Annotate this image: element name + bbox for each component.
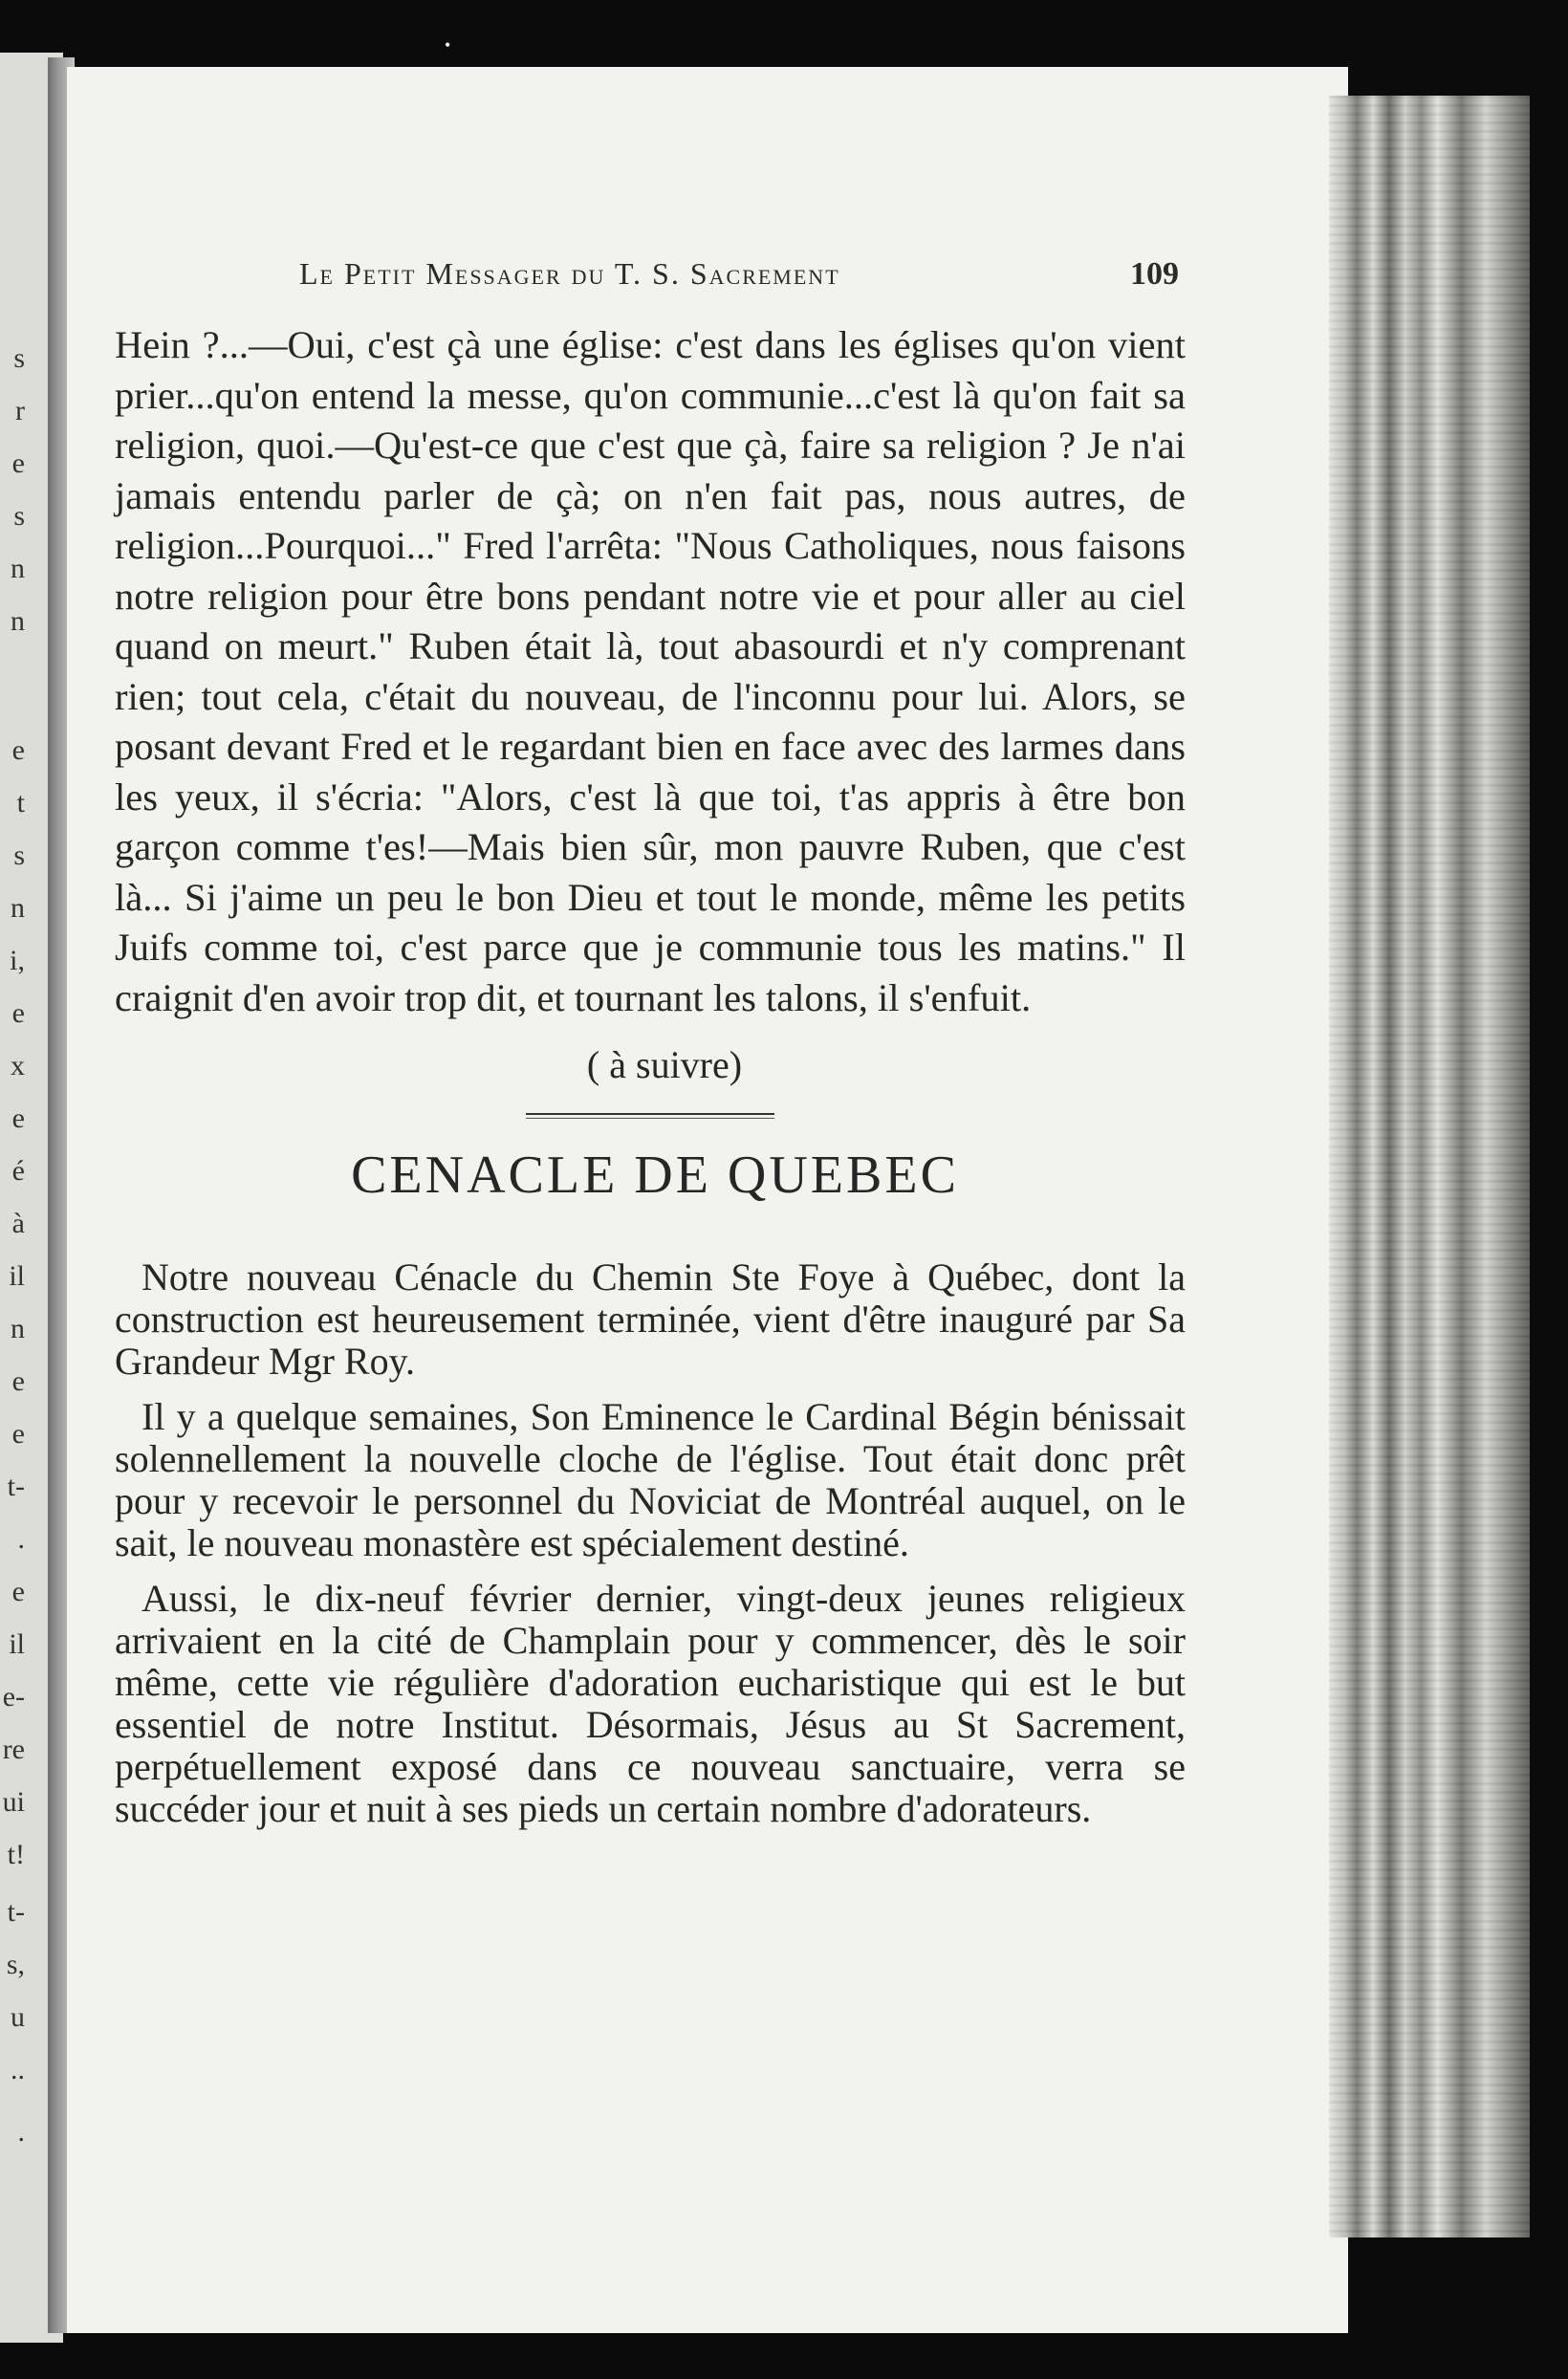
margin-fragment: n [11,605,25,637]
margin-fragment: t! [7,1839,25,1870]
article-paragraph: Aussi, le dix-neuf février dernier, vingt-deux jeunes religieux arrivaient en la cité de Champlain pour y commencer, dès le soir même, cette vie régulière d'adoration eucharistique qui est le but essentiel de notre Institut. Désormais, Jésus au St Sacrement, perpétuellement exposé dans ce nouveau sanctuaire, verra se succéder jour et nuit à ses pieds un certain nombre d'adorateurs. [115,1577,1186,1830]
margin-fragment: é [11,1155,25,1187]
margin-fragment: e [11,1102,25,1134]
section-title: CENACLE DE QUEBEC [351,1146,959,1205]
margin-fragment: u [11,2001,25,2033]
to-be-continued: ( à suivre) [586,1043,743,1086]
margin-fragment: r [15,395,25,426]
margin-fragment: . [17,1523,25,1555]
margin-fragment: n [11,553,25,584]
margin-fragment: e [11,1418,25,1450]
margin-fragment: n [11,892,25,924]
margin-fragment: s, [6,1949,25,1980]
margin-fragment: e [11,1365,25,1397]
margin-fragment: à [11,1208,25,1239]
margin-fragment: e [11,997,25,1029]
margin-fragment: t- [7,1896,25,1928]
margin-fragment: re [2,1734,25,1765]
margin-fragment: n [11,1313,25,1344]
margin-fragment: e [11,1576,25,1607]
section-divider [526,1113,774,1119]
page-fore-edge [1329,96,1530,2237]
running-header [299,256,1179,298]
margin-fragment: s [13,342,25,374]
margin-fragment: t- [7,1471,25,1502]
text-block [115,320,1186,1844]
film-mark: • [445,35,451,55]
story-paragraph: Hein ?...—Oui, c'est çà une église: c'est dans les églises qu'on vient prier...qu'on entend la messe, qu'on communie...c'est là qu'on fait sa religion, quoi.—Qu'est-ce que c'est que çà, faire sa religion ? Je n'ai jamais entendu parler de çà; on n'en fait pas, nous autres, de religion...Pourquoi..." Fred l'arrêta: "Nous Catholiques, nous faisons notre religion pour être bons pendant notre vie et pour aller au ciel quand on meurt." Ruben était là, tout abasourdi et n'y comprenant rien; tout cela, c'était du nouveau, de l'inconnu pour lui. Alors, se posant devant Fred et le regardant bien en face avec des larmes dans les yeux, il s'écria: "Alors, c'est là que toi, t'as appris à être bon garçon comme t'es!—Mais bien sûr, mon pauvre Ruben, que c'est là... Si j'aime un peu le bon Dieu et tout le monde, même les petits Juifs comme toi, c'est parce que je communie tous les matins." Il craignit d'en avoir trop dit, et tournant les talons, il s'enfuit. [115,323,1186,1019]
margin-fragment: s [13,500,25,532]
page-number: 109 [1130,256,1179,292]
article-paragraph: Notre nouveau Cénacle du Chemin Ste Foye à Québec, dont la construction est heureusement terminée, vient d'être inauguré par Sa Grandeur Mgr Roy. [115,1255,1186,1383]
margin-fragment: t [16,787,25,818]
margin-fragment: e [11,447,25,479]
margin-fragment: ui [2,1786,25,1818]
margin-fragment: .. [11,2054,25,2085]
margin-fragment: i, [10,945,25,976]
margin-fragment: il [9,1260,25,1292]
margin-fragment: e- [2,1681,25,1713]
margin-fragment: s [13,840,25,871]
margin-fragment: x [11,1050,25,1081]
margin-fragment: il [9,1628,25,1660]
article-paragraph: Il y a quelque semaines, Son Eminence le Cardinal Bégin bénissait solennellement la nouvelle cloche de l'église. Tout était donc prêt pour y recevoir le personnel du Noviciat de Montréal auquel, on le sait, le nouveau monastère est spécialement destiné. [115,1395,1186,1564]
margin-fragment: e [11,734,25,766]
running-title: Le Petit Messager du T. S. Sacrement [299,256,840,291]
margin-fragment: . [17,2116,25,2148]
